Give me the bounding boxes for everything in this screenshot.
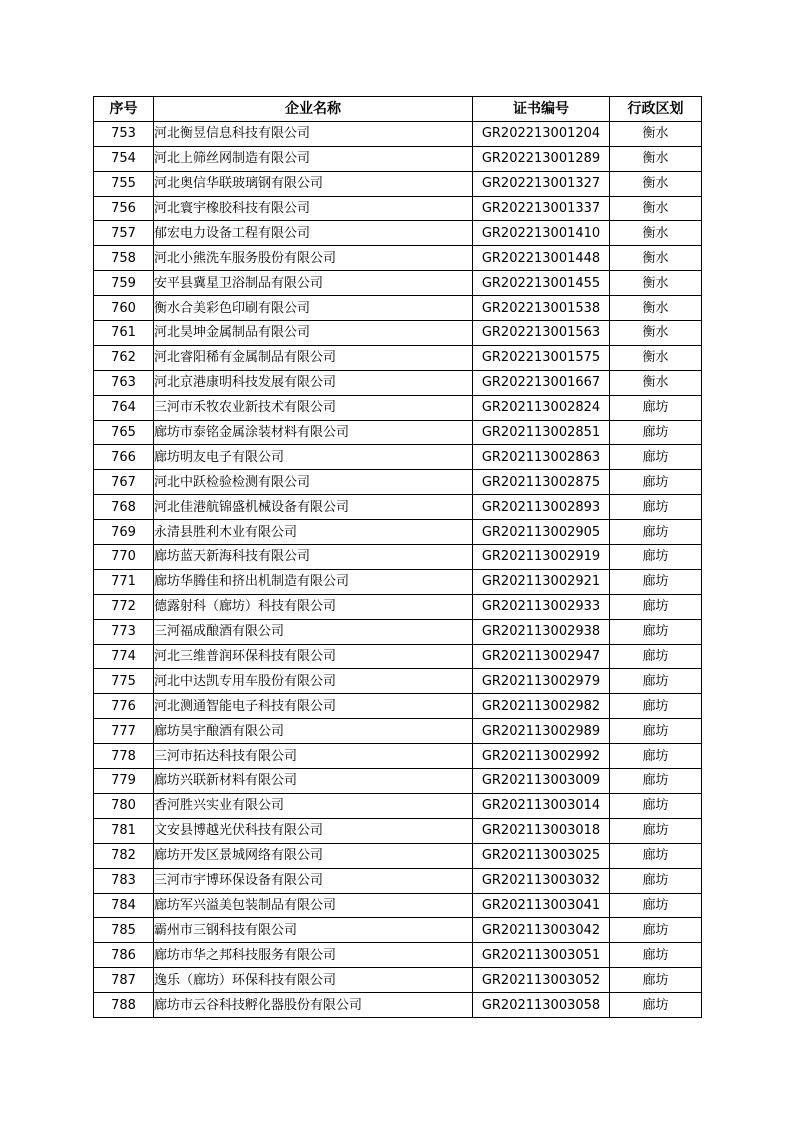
serial-cell: 786 [94,943,154,968]
serial-cell: 754 [94,146,154,171]
region-cell: 廊坊 [610,470,702,495]
serial-cell: 753 [94,121,154,146]
company-name-cell: 逸乐（廊坊）环保科技有限公司 [154,968,473,993]
table-row [94,171,702,196]
region-cell: 廊坊 [610,395,702,420]
certificate-number-cell: GR202113002863 [473,445,610,470]
region-cell: 廊坊 [610,694,702,719]
header-certificate-number: 证书编号 [473,97,610,122]
region-cell: 衡水 [610,196,702,221]
serial-cell: 760 [94,296,154,321]
company-name-cell: 郁宏电力设备工程有限公司 [154,221,473,246]
certificate-number-cell: GR202113003042 [473,918,610,943]
company-name-cell: 河北小熊洗车服务股份有限公司 [154,246,473,271]
company-name-cell: 河北中跃检验检测有限公司 [154,470,473,495]
table-row [94,221,702,246]
certificate-number-cell: GR202213001538 [473,296,610,321]
region-cell: 廊坊 [610,619,702,644]
region-cell: 廊坊 [610,868,702,893]
company-name-cell: 廊坊市泰铭金属涂装材料有限公司 [154,420,473,445]
table-row [94,395,702,420]
serial-cell: 781 [94,818,154,843]
header-serial: 序号 [94,97,154,122]
serial-cell: 775 [94,669,154,694]
serial-cell: 784 [94,893,154,918]
serial-cell: 761 [94,321,154,346]
company-name-cell: 廊坊明友电子有限公司 [154,445,473,470]
serial-cell: 785 [94,918,154,943]
region-cell: 廊坊 [610,968,702,993]
region-cell: 廊坊 [610,594,702,619]
company-name-cell: 河北测通智能电子科技有限公司 [154,694,473,719]
company-name-cell: 衡水合美彩色印刷有限公司 [154,296,473,321]
company-name-cell: 廊坊昊宇酿酒有限公司 [154,719,473,744]
certificate-number-cell: GR202113003052 [473,968,610,993]
certificate-number-cell: GR202113002905 [473,520,610,545]
region-cell: 廊坊 [610,793,702,818]
table-row [94,669,702,694]
serial-cell: 788 [94,993,154,1018]
certificate-number-cell: GR202113002921 [473,569,610,594]
table-row [94,818,702,843]
company-name-cell: 廊坊军兴溢美包装制品有限公司 [154,893,473,918]
table-row [94,569,702,594]
table-row [94,619,702,644]
certificate-number-cell: GR202113002824 [473,395,610,420]
company-name-cell: 三河市禾牧农业新技术有限公司 [154,395,473,420]
table-row [94,594,702,619]
certificate-number-cell: GR202213001327 [473,171,610,196]
region-cell: 廊坊 [610,719,702,744]
company-name-cell: 河北中达凯专用车股份有限公司 [154,669,473,694]
certificate-number-cell: GR202113003018 [473,818,610,843]
table-row [94,893,702,918]
company-name-cell: 河北奥信华联玻璃钢有限公司 [154,171,473,196]
serial-cell: 780 [94,793,154,818]
table-row [94,520,702,545]
region-cell: 衡水 [610,370,702,395]
certificate-number-cell: GR202113002979 [473,669,610,694]
table-row [94,644,702,669]
table-row [94,246,702,271]
company-name-cell: 河北睿阳稀有金属制品有限公司 [154,345,473,370]
table-row [94,918,702,943]
certificate-number-cell: GR202213001204 [473,121,610,146]
region-cell: 廊坊 [610,818,702,843]
region-cell: 廊坊 [610,943,702,968]
region-cell: 廊坊 [610,420,702,445]
table-row [94,271,702,296]
region-cell: 衡水 [610,296,702,321]
serial-cell: 769 [94,520,154,545]
region-cell: 衡水 [610,146,702,171]
company-name-cell: 廊坊蓝天新海科技有限公司 [154,545,473,570]
serial-cell: 777 [94,719,154,744]
company-name-cell: 三河市宇博环保设备有限公司 [154,868,473,893]
region-cell: 廊坊 [610,545,702,570]
company-name-cell: 廊坊华腾佳和挤出机制造有限公司 [154,569,473,594]
table-row [94,719,702,744]
region-cell: 廊坊 [610,744,702,769]
table-row [94,321,702,346]
serial-cell: 757 [94,221,154,246]
certificate-number-cell: GR202113002982 [473,694,610,719]
certificate-number-cell: GR202113002947 [473,644,610,669]
header-region: 行政区划 [610,97,702,122]
region-cell: 衡水 [610,171,702,196]
company-name-cell: 河北京港康明科技发展有限公司 [154,370,473,395]
company-name-cell: 河北寰宇橡胶科技有限公司 [154,196,473,221]
region-cell: 廊坊 [610,843,702,868]
serial-cell: 776 [94,694,154,719]
company-name-cell: 三河福成酿酒有限公司 [154,619,473,644]
certificate-number-cell: GR202113003041 [473,893,610,918]
region-cell: 廊坊 [610,644,702,669]
company-name-cell: 文安县博越光伏科技有限公司 [154,818,473,843]
certificate-number-cell: GR202113002851 [473,420,610,445]
company-name-cell: 河北衡昱信息科技有限公司 [154,121,473,146]
serial-cell: 774 [94,644,154,669]
table-row [94,445,702,470]
certificate-number-cell: GR202113002875 [473,470,610,495]
certificate-number-cell: GR202213001563 [473,321,610,346]
enterprise-table [93,96,702,1018]
certificate-number-cell: GR202213001410 [473,221,610,246]
region-cell: 衡水 [610,121,702,146]
serial-cell: 772 [94,594,154,619]
company-name-cell: 霸州市三钢科技有限公司 [154,918,473,943]
serial-cell: 783 [94,868,154,893]
company-name-cell: 永清县胜利木业有限公司 [154,520,473,545]
region-cell: 廊坊 [610,669,702,694]
table-row [94,121,702,146]
certificate-number-cell: GR202113002919 [473,545,610,570]
table-row [94,470,702,495]
region-cell: 廊坊 [610,918,702,943]
certificate-number-cell: GR202113003032 [473,868,610,893]
certificate-number-cell: GR202113002938 [473,619,610,644]
region-cell: 廊坊 [610,445,702,470]
serial-cell: 778 [94,744,154,769]
table-row [94,993,702,1018]
certificate-number-cell: GR202113003058 [473,993,610,1018]
table-row [94,495,702,520]
certificate-number-cell: GR202213001448 [473,246,610,271]
region-cell: 廊坊 [610,769,702,794]
serial-cell: 755 [94,171,154,196]
table-body [94,121,702,1017]
certificate-number-cell: GR202113003025 [473,843,610,868]
table-row [94,370,702,395]
serial-cell: 779 [94,769,154,794]
certificate-number-cell: GR202213001455 [473,271,610,296]
table-row [94,943,702,968]
serial-cell: 765 [94,420,154,445]
header-row [94,97,702,122]
company-name-cell: 廊坊市华之邦科技服务有限公司 [154,943,473,968]
region-cell: 廊坊 [610,569,702,594]
serial-cell: 763 [94,370,154,395]
region-cell: 衡水 [610,271,702,296]
company-name-cell: 廊坊开发区景城网络有限公司 [154,843,473,868]
region-cell: 衡水 [610,246,702,271]
company-name-cell: 安平县冀星卫浴制品有限公司 [154,271,473,296]
certificate-number-cell: GR202113002933 [473,594,610,619]
certificate-number-cell: GR202213001667 [473,370,610,395]
table-row [94,769,702,794]
company-name-cell: 廊坊兴联新材料有限公司 [154,769,473,794]
company-name-cell: 河北上筛丝网制造有限公司 [154,146,473,171]
table-row [94,296,702,321]
region-cell: 衡水 [610,321,702,346]
table-row [94,793,702,818]
table-row [94,146,702,171]
serial-cell: 770 [94,545,154,570]
table-row [94,843,702,868]
serial-cell: 756 [94,196,154,221]
region-cell: 廊坊 [610,893,702,918]
table-row [94,345,702,370]
region-cell: 衡水 [610,345,702,370]
table-row [94,968,702,993]
serial-cell: 762 [94,345,154,370]
certificate-number-cell: GR202113002893 [473,495,610,520]
serial-cell: 768 [94,495,154,520]
serial-cell: 758 [94,246,154,271]
region-cell: 廊坊 [610,520,702,545]
company-name-cell: 河北昊坤金属制品有限公司 [154,321,473,346]
company-name-cell: 德露射科（廊坊）科技有限公司 [154,594,473,619]
serial-cell: 759 [94,271,154,296]
certificate-number-cell: GR202113003051 [473,943,610,968]
certificate-number-cell: GR202113002992 [473,744,610,769]
table-row [94,868,702,893]
table-row [94,694,702,719]
certificate-number-cell: GR202213001289 [473,146,610,171]
company-name-cell: 河北佳港航锦盛机械设备有限公司 [154,495,473,520]
company-name-cell: 三河市拓达科技有限公司 [154,744,473,769]
certificate-number-cell: GR202213001337 [473,196,610,221]
certificate-number-cell: GR202113002989 [473,719,610,744]
header-company-name: 企业名称 [154,97,473,122]
serial-cell: 766 [94,445,154,470]
serial-cell: 782 [94,843,154,868]
serial-cell: 787 [94,968,154,993]
region-cell: 廊坊 [610,495,702,520]
serial-cell: 764 [94,395,154,420]
table-row [94,196,702,221]
serial-cell: 771 [94,569,154,594]
region-cell: 廊坊 [610,993,702,1018]
table-row [94,744,702,769]
table-row [94,420,702,445]
company-name-cell: 廊坊市云谷科技孵化器股份有限公司 [154,993,473,1018]
certificate-number-cell: GR202113003014 [473,793,610,818]
company-name-cell: 香河胜兴实业有限公司 [154,793,473,818]
serial-cell: 767 [94,470,154,495]
region-cell: 衡水 [610,221,702,246]
table-row [94,545,702,570]
serial-cell: 773 [94,619,154,644]
certificate-number-cell: GR202213001575 [473,345,610,370]
certificate-number-cell: GR202113003009 [473,769,610,794]
company-name-cell: 河北三维普润环保科技有限公司 [154,644,473,669]
